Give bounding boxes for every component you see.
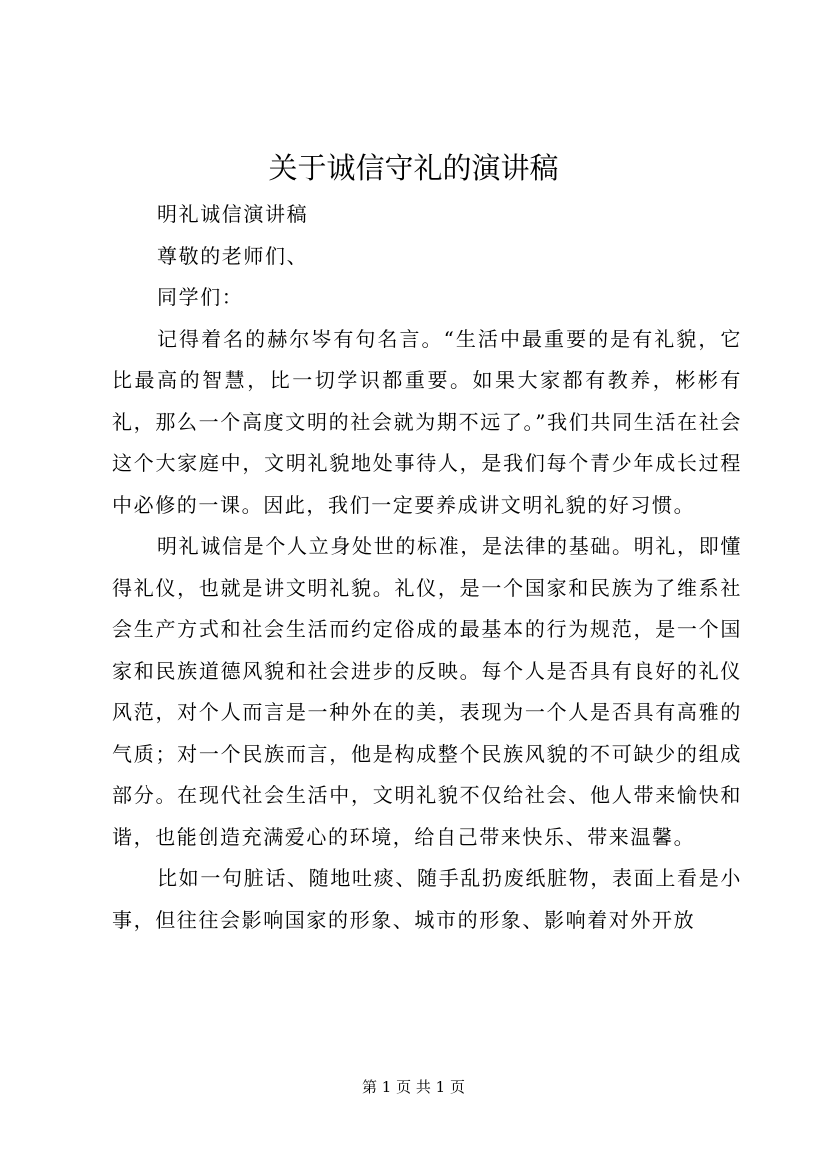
paragraph-salutation-teachers: 尊敬的老师们、 [157, 243, 309, 268]
paragraph-body: 明礼诚信是个人立身处世的标准，是法律的基础。明礼，即懂得礼仪，也就是讲文明礼貌。礼仪，是一个国家和民族为了维系社会生产方式和社会生活而约定俗成的最基本的行为规范，是一个国家和民族道德风貌和社会进步的反映。每个人是否具有良好的礼仪风范，对个人而言是一种外在的美，表现为一个人是否具有高雅的气质；对一个民族而言，他是构成整个民族风貌的不可缺少的组成部分。在现代社会生活中，文明礼貌不仅给社会、他人带来愉快和谐，也能创造充满爱心的环境，给自己带来快乐、带来温馨。 [112, 534, 742, 849]
document-title: 关于诚信守礼的演讲稿 [268, 151, 559, 185]
paragraph-body: 比如一句脏话、随地吐痰、随手乱扔废纸脏物，表面上看是小事，但往往会影响国家的形象、城市的形象、影响着对外开放 [112, 866, 742, 932]
page-footer: 第 1 页 共 1 页 [362, 1078, 465, 1096]
document-body [112, 194, 742, 941]
paragraph-body: 记得着名的赫尔岑有句名言。“生活中最重要的是有礼貌，它比最高的智慧，比一切学识都重要。如果大家都有教养，彬彬有礼，那么一个高度文明的社会就为期不远了。”我们共同生活在社会这个大家庭中，文明礼貌地处事待人，是我们每个青少年成长过程中必修的一课。因此，我们一定要养成讲文明礼貌的好习惯。 [112, 326, 742, 517]
paragraph-subtitle: 明礼诚信演讲稿 [157, 202, 309, 226]
paragraph-salutation-students: 同学们： [157, 285, 244, 309]
